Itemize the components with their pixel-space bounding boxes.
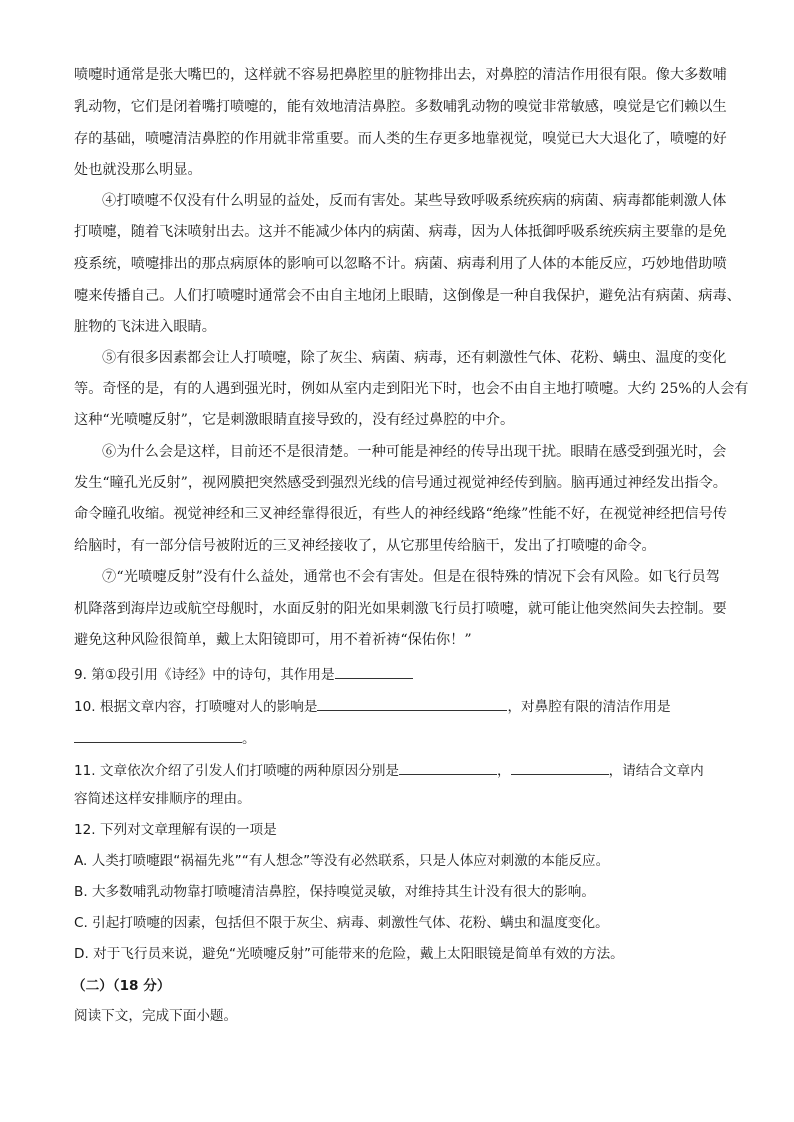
passage-line: 喷嚏时通常是张大嘴巴的，这样就不容易把鼻腔里的脏物排出去，对鼻腔的清洁作用很有限。像大多数哺 bbox=[74, 67, 727, 83]
paragraph-7-start: ⑦“光喷嚏反射”没有什么益处，通常也不会有害处。但是在很特殊的情况下会有风险。如飞行员驾 bbox=[102, 569, 720, 585]
answer-blank-q9[interactable] bbox=[335, 664, 413, 679]
passage-line: 这种“光喷嚏反射”，它是刺激眼睛直接导致的，没有经过鼻腔的中介。 bbox=[74, 412, 515, 428]
answer-blank-q11-reason-2[interactable] bbox=[511, 760, 609, 775]
section-instruction: 阅读下文，完成下面小题。 bbox=[74, 1008, 238, 1024]
passage-line: 嚏来传播自己。人们打喷嚏时通常会不由自主地闭上眼睛，这倒像是一种自我保护，避免沾有病菌、病毒、 bbox=[74, 288, 741, 304]
passage-line: 给脑时，有一部分信号被附近的三叉神经接收了，从它那里传给脑干，发出了打喷嚏的命令。 bbox=[74, 538, 656, 554]
passage-line: 存的基础，喷嚏清洁鼻腔的作用就非常重要。而人类的生存更多地靠视觉，嗅觉已大大退化了，喷嚏的好 bbox=[74, 131, 727, 147]
passage-line: 疫系统，喷嚏排出的那点病原体的影响可以忽略不计。病菌、病毒利用了人体的本能反应，巧妙地借助喷 bbox=[74, 256, 727, 272]
answer-blank-q10-effect[interactable] bbox=[317, 696, 507, 711]
question-10-text-b: ，对鼻腔有限的清洁作用是 bbox=[507, 699, 671, 715]
option-a[interactable]: A. 人类打喷嚏跟“祸福先兆”“有人想念”等没有必然联系，只是人体应对刺激的本能反应。 bbox=[74, 853, 610, 869]
question-11-text-c: ，请结合文章内 bbox=[608, 763, 704, 779]
passage-line: 打喷嚏，随着飞沫喷射出去。这并不能减少体内的病菌、病毒，因为人体抵御呼吸系统疾病主要靠的是免 bbox=[74, 224, 727, 240]
question-10 bbox=[74, 696, 720, 716]
passage-line: 命令瞳孔收缩。视觉神经和三叉神经靠得很近，有些人的神经线路“绝缘”性能不好，在视觉神经把信号传 bbox=[74, 506, 727, 522]
paragraph-6-start: ⑥为什么会是这样，目前还不是很清楚。一种可能是神经的传导出现干扰。眼睛在感受到强光时，会 bbox=[102, 444, 727, 460]
passage-line: 脏物的飞沫进入眼睛。 bbox=[74, 319, 216, 335]
paragraph-4-start: ④打喷嚏不仅没有什么明显的益处，反而有害处。某些导致呼吸系统疾病的病菌、病毒都能刺激人体 bbox=[102, 193, 727, 209]
question-10-line-2 bbox=[74, 728, 720, 748]
question-9-text: 9. 第①段引用《诗经》中的诗句，其作用是 bbox=[74, 667, 335, 683]
option-c[interactable]: C. 引起打喷嚏的因素，包括但不限于灰尘、病毒、刺激性气体、花粉、螨虫和温度变化。 bbox=[74, 915, 609, 931]
question-11-comma: ， bbox=[497, 763, 511, 779]
answer-blank-q11-reason-1[interactable] bbox=[399, 760, 497, 775]
question-12: 12. 下列对文章理解有误的一项是 bbox=[74, 822, 277, 838]
passage-line: 等。奇怪的是，有的人遇到强光时，例如从室内走到阳光下时，也会不由自主地打喷嚏。大约 25%的人会有 bbox=[74, 381, 749, 397]
section-heading: （二）（18 分） bbox=[72, 978, 171, 994]
paragraph-5-start: ⑤有很多因素都会让人打喷嚏，除了灰尘、病菌、病毒，还有刺激性气体、花粉、螨虫、温度的变化 bbox=[102, 350, 727, 366]
passage-line: 发生“瞳孔光反射”，视网膜把突然感受到强烈光线的信号通过视觉神经传到脑。脑再通过神经发出指令。 bbox=[74, 475, 727, 491]
passage-line: 乳动物，它们是闭着嘴打喷嚏的，能有效地清洁鼻腔。多数哺乳动物的嗅觉非常敏感，嗅觉是它们赖以生 bbox=[74, 99, 727, 115]
question-11 bbox=[74, 760, 720, 780]
question-10-text-a: 10. 根据文章内容，打喷嚏对人的影响是 bbox=[74, 699, 318, 715]
passage-line: 机降落到海岸边或航空母舰时，水面反射的阳光如果刺激飞行员打喷嚏，就可能让他突然间失去控制。要 bbox=[74, 601, 727, 617]
passage-line: 避免这种风险很简单，戴上太阳镜即可，用不着祈祷“保佑你！” bbox=[74, 632, 472, 648]
question-11-text-a: 11. 文章依次介绍了引发人们打喷嚏的两种原因分别是 bbox=[74, 763, 400, 779]
passage-line: 处也就没那么明显。 bbox=[74, 162, 202, 178]
question-10-end: 。 bbox=[242, 731, 256, 747]
option-d[interactable]: D. 对于飞行员来说，避免“光喷嚏反射”可能带来的危险，戴上太阳眼镜是简单有效的方法。 bbox=[74, 946, 624, 962]
question-11-line-2: 容简述这样安排顺序的理由。 bbox=[74, 791, 251, 807]
question-9 bbox=[74, 664, 720, 684]
option-b[interactable]: B. 大多数哺乳动物靠打喷嚏清洁鼻腔，保持嗅觉灵敏，对维持其生计没有很大的影响。 bbox=[74, 884, 595, 900]
answer-blank-q10-cleaning[interactable] bbox=[74, 728, 242, 743]
